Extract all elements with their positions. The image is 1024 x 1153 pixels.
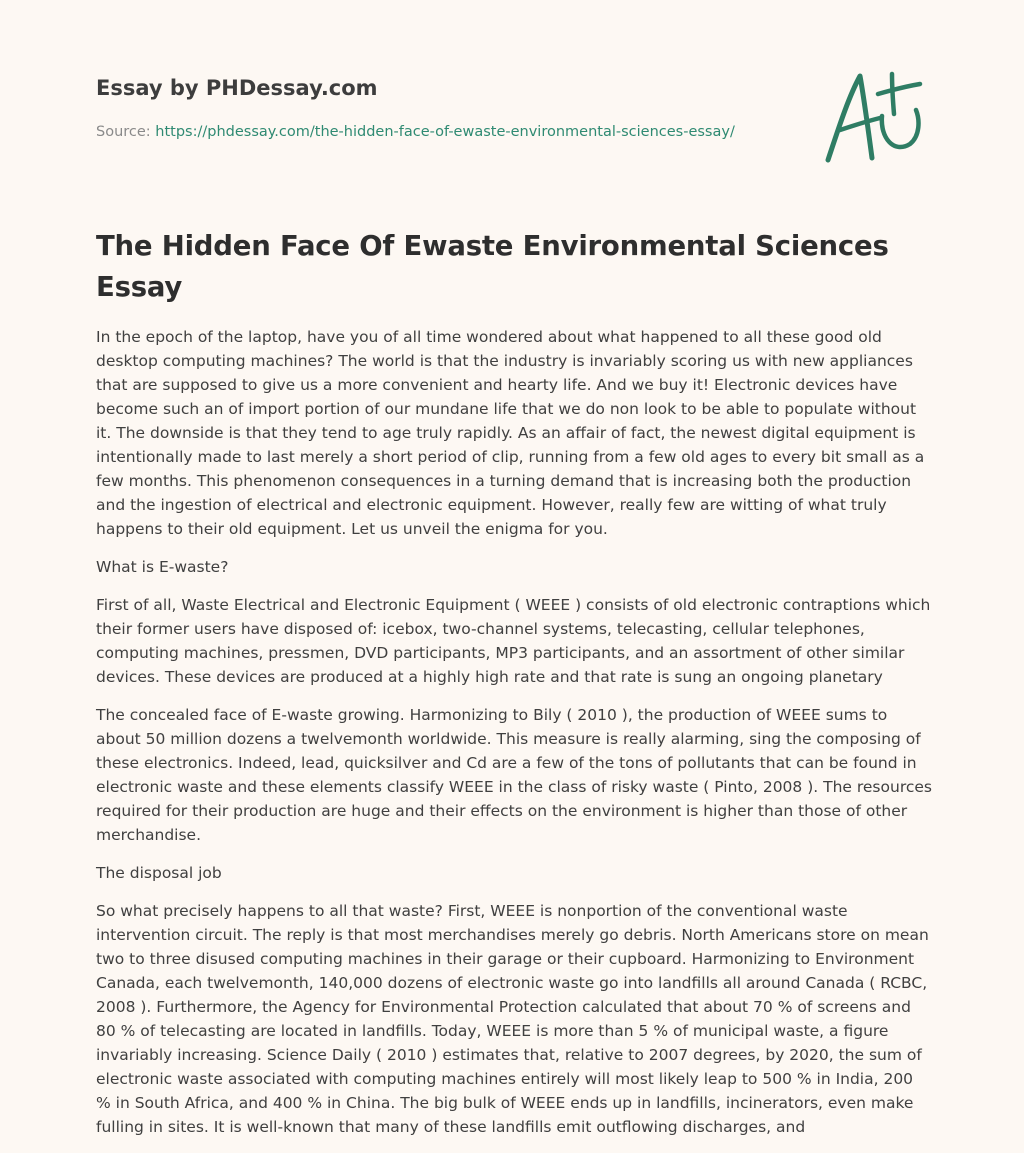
paragraph: The concealed face of E-waste growing. Harmonizing to Bily ( 2010 ), the production of WEEE sums to about 50 million dozens a twelvemonth worldwide. This measure is really alarming, sing the composing of these electronics. Indeed, lead, quicksilver and Cd are a few of the tons of pollutants that can be found in electronic waste and these elements classify WEEE in the class of risky waste ( Pinto, 2008 ). The resources required for their production are huge and their effects on the environment is higher than those of other merchandise.: [96, 706, 932, 844]
a-plus-logo-icon: [822, 68, 926, 164]
source-label: Source:: [96, 124, 151, 140]
paragraph: So what precisely happens to all that waste? First, WEEE is nonportion of the conventional waste intervention circuit. The reply is that most merchandises merely go debris. North Americans store on mean two to three disused computing machines in their garage or their cupboard. Harmonizing to Environment Canada, each twelvemonth, 140,000 dozens of electronic waste go into landfills all around Canada ( RCBC, 2008 ). Furthermore, the Agency for Environmental Protection calculated that about 70 % of screens and 80 % of telecasting are located in landfills. Today, WEEE is more than 5 % of municipal waste, a figure invariably increasing. Science Daily ( 2010 ) estimates that, relative to 2007 degrees, by 2020, the sum of electronic waste associated with computing machines entirely will most likely leap to 500 % in India, 200 % in South Africa, and 400 % in China. The big bulk of WEEE ends up in landfills, incinerators, even make fulling in sites. It is well-known that many of these landfills emit outflowing discharges, and: [96, 902, 929, 1136]
source-link[interactable]: https://phdessay.com/the-hidden-face-of-ewaste-environmental-sciences-essay/: [155, 124, 735, 140]
essay-body: [96, 325, 932, 1153]
section-heading: What is E-waste?: [96, 558, 229, 576]
source-line: [96, 124, 735, 140]
paragraph: First of all, Waste Electrical and Electronic Equipment ( WEEE ) consists of old electronic contraptions which their former users have disposed of: icebox, two-channel systems, telecasting, cellular telephones, computing machines, pressmen, DVD participants, MP3 participants, and an assortment of other similar devices. These devices are produced at a highly high rate and that rate is sung an ongoing planetary: [96, 596, 931, 686]
site-brand: Essay by PHDessay.com: [96, 76, 378, 100]
paragraph: In the epoch of the laptop, have you of all time wondered about what happened to all these good old desktop computing machines? The world is that the industry is invariably scoring us with new appliances that are supposed to give us a more convenient and hearty life. And we buy it! Electronic devices have become such an of import portion of our mundane life that we do non look to be able to populate without it. The downside is that they tend to age truly rapidly. As an affair of fact, the newest digital equipment is intentionally made to last merely a short period of clip, running from a few old ages to every bit small as a few months. This phenomenon consequences in a turning demand that is increasing both the production and the ingestion of electrical and electronic equipment. However, really few are witting of what truly happens to their old equipment. Let us unveil the enigma for you.: [96, 328, 925, 538]
essay-title: The Hidden Face Of Ewaste Environmental Sciences Essay: [96, 230, 889, 303]
section-heading: The disposal job: [96, 864, 222, 882]
